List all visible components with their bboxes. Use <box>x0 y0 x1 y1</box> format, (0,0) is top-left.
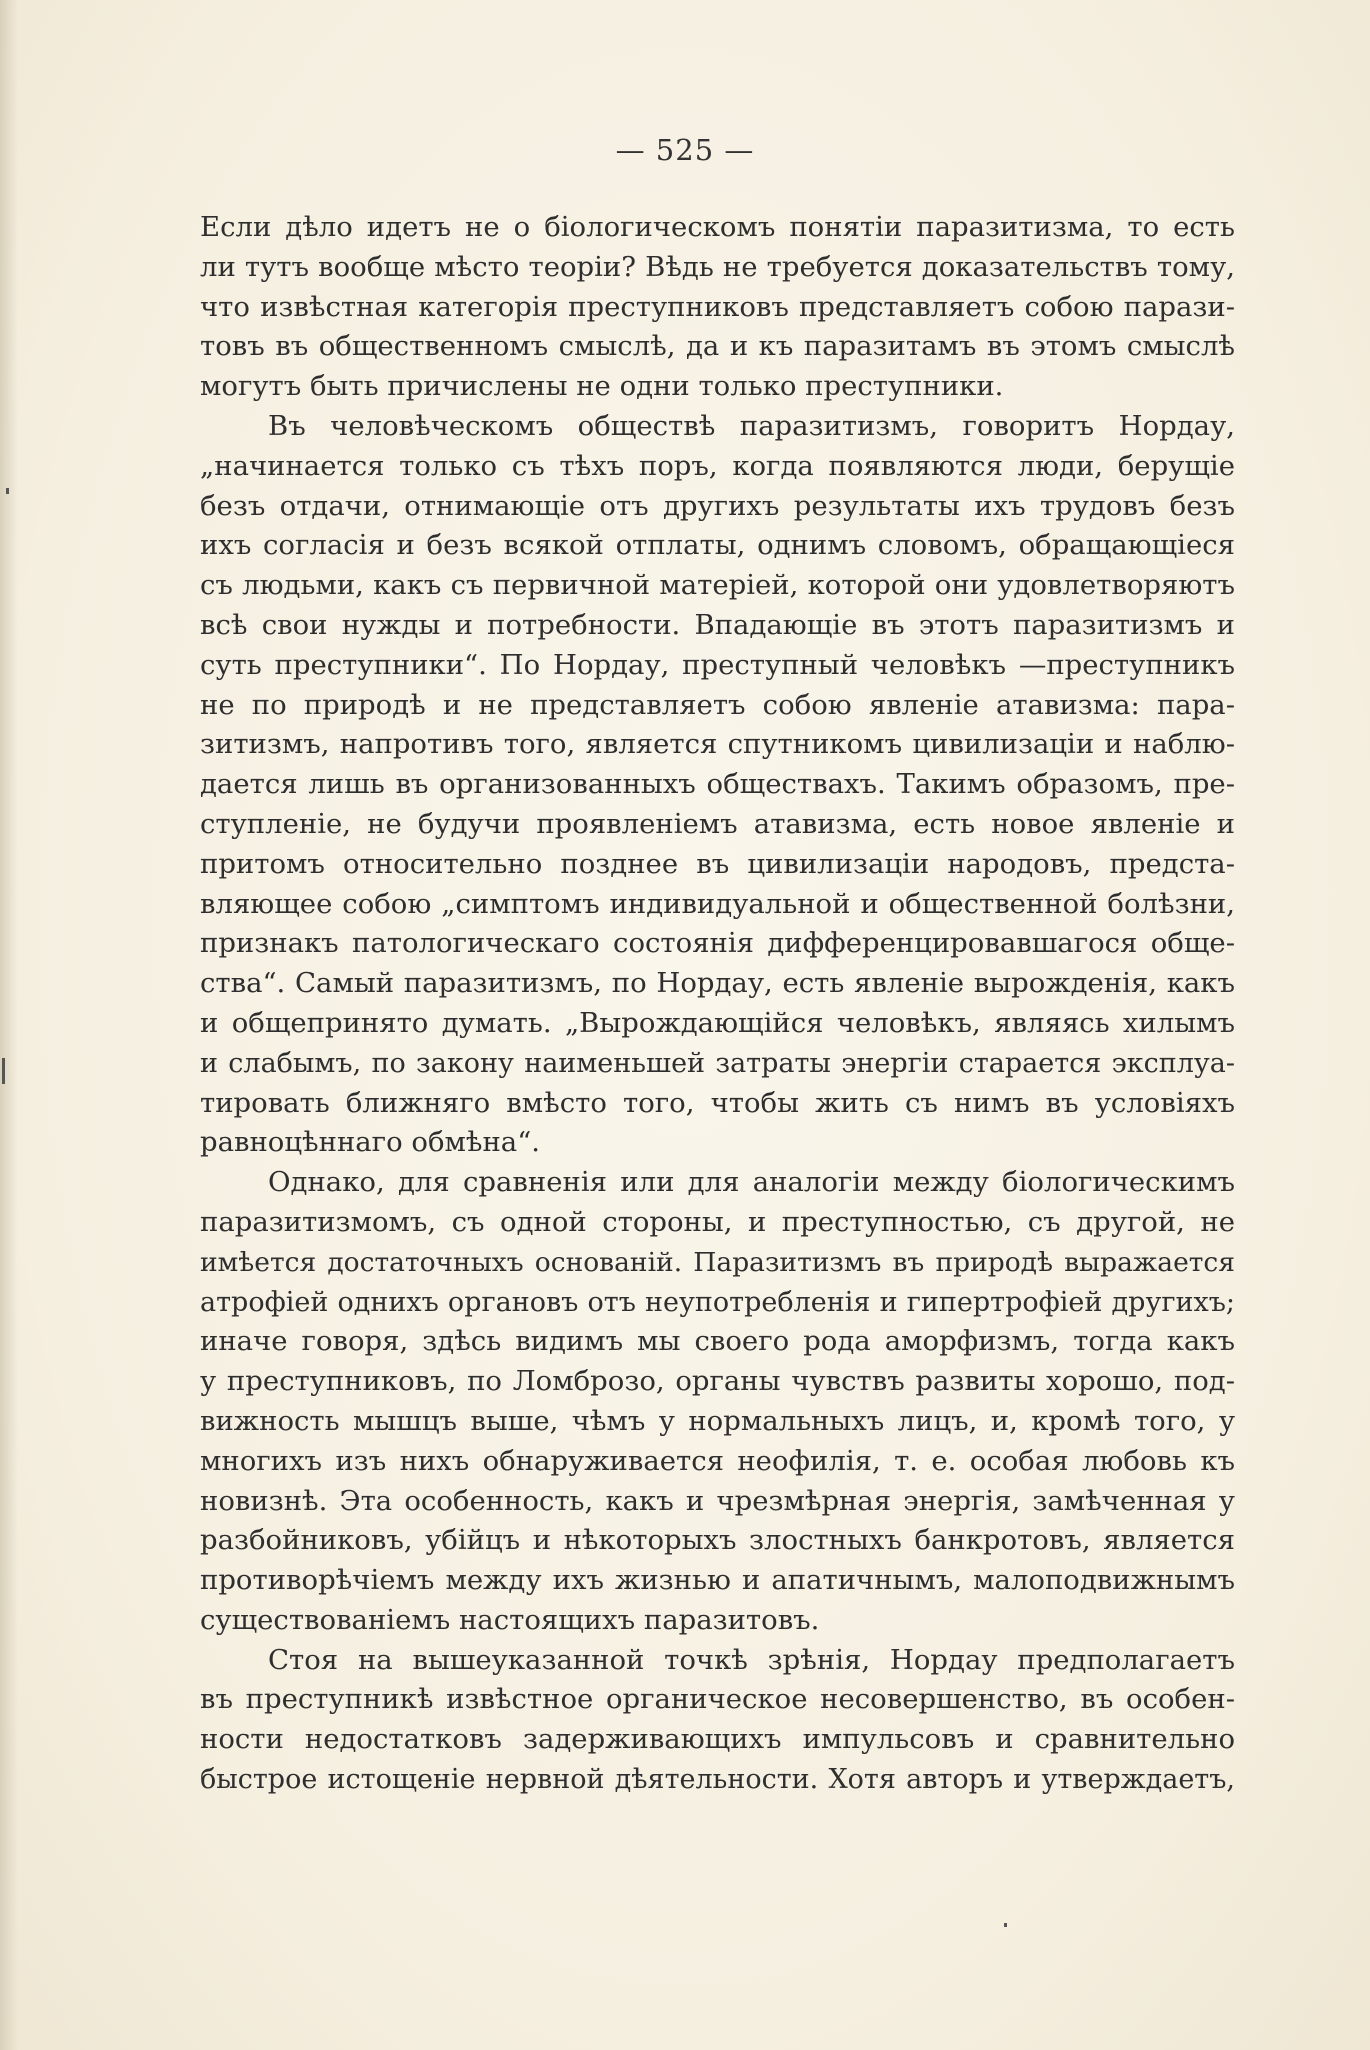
text-line: разбойниковъ, убійцъ и нѣкоторыхъ злостныхъ банкротовъ, является <box>200 1524 1235 1557</box>
text-line: всѣ свои нужды и потребности. Впадающіе въ этотъ паразитизмъ и <box>200 608 1235 641</box>
text-line: вижность мышцъ выше, чѣмъ у нормальныхъ лицъ, и, кромѣ того, у <box>200 1404 1235 1437</box>
page-number: — 525 — <box>615 133 755 167</box>
text-line: товъ въ общественномъ смыслѣ, да и къ паразитамъ въ этомъ смыслѣ <box>200 330 1235 363</box>
text-line: паразитизмомъ, съ одной стороны, и преступностью, съ другой, не <box>200 1205 1235 1238</box>
text-line: зитизмъ, напротивъ того, является спутникомъ цивилизаціи и наблю- <box>200 728 1235 761</box>
text-line: противорѣчіемъ между ихъ жизнью и апатичнымъ, малоподвижнымъ <box>200 1564 1235 1597</box>
text-line: въ преступникѣ извѣстное органическое несовершенство, въ особен- <box>200 1683 1235 1716</box>
text-line: имѣется достаточныхъ основаній. Паразитизмъ въ природѣ выражается <box>200 1246 1235 1278</box>
bottom-speck <box>1004 1923 1007 1927</box>
text-line: что извѣстная категорія преступниковъ представляетъ собою парази- <box>200 290 1235 323</box>
body-text <box>200 208 1235 1800</box>
text-line: могутъ быть причислены не одни только преступники. <box>200 370 1004 403</box>
text-line: новизнѣ. Эта особенность, какъ и чрезмѣрная энергія, замѣченная у <box>200 1484 1235 1517</box>
text-line: Если дѣло идетъ не о біологическомъ понятіи паразитизма, то есть <box>200 211 1235 243</box>
text-line: притомъ относительно позднее въ цивилизаціи народовъ, предста- <box>200 847 1235 880</box>
text-line: и слабымъ, по закону наименьшей затраты энергіи старается эксплуа- <box>200 1047 1235 1079</box>
text-line: ступленіе, не будучи проявленіемъ атавизма, есть новое явленіе и <box>200 807 1235 840</box>
text-line: безъ отдачи, отнимающіе отъ другихъ результаты ихъ трудовъ безъ <box>200 489 1235 522</box>
margin-speck <box>6 488 9 494</box>
text-line: дается лишь въ организованныхъ обществахъ. Такимъ образомъ, пре- <box>200 768 1235 801</box>
text-line: суть преступники“. По Нордау, преступный человѣкъ —преступникъ <box>200 648 1235 681</box>
text-line: ства“. Самый паразитизмъ, по Нордау, есть явленіе вырожденія, какъ <box>200 967 1235 1000</box>
text-line: Въ человѣческомъ обществѣ паразитизмъ, говоритъ Нордау, <box>268 409 1235 442</box>
text-line: ли тутъ вообще мѣсто теоріи? Вѣдь не требуется доказательствъ тому, <box>200 250 1235 283</box>
text-line: Однако, для сравненія или для аналогіи между біологическимъ <box>268 1166 1235 1199</box>
text-line: ности недостатковъ задерживающихъ импульсовъ и сравнительно <box>200 1723 1235 1756</box>
text-line: „начинается только съ тѣхъ поръ, когда появляются люди, берущіе <box>200 449 1235 482</box>
text-line: ихъ согласія и безъ всякой отплаты, однимъ словомъ, обращающіеся <box>200 529 1235 562</box>
text-line: равноцѣннаго обмѣна“. <box>200 1126 541 1159</box>
text-line: существованіемъ настоящихъ паразитовъ. <box>200 1603 820 1636</box>
text-line: съ людьми, какъ съ первичной матеріей, которой они удовлетворяютъ <box>200 569 1235 602</box>
text-line: быстрое истощеніе нервной дѣятельности. Хотя авторъ и утверждаетъ, <box>200 1764 1235 1796</box>
text-line: многихъ изъ нихъ обнаруживается неофилія, т. е. особая любовь къ <box>200 1444 1235 1477</box>
text-line: иначе говоря, здѣсь видимъ мы своего рода аморфизмъ, тогда какъ <box>200 1325 1235 1358</box>
page-edge-shadow <box>0 0 18 2050</box>
text-line: и общепринято думать. „Вырождающійся человѣкъ, являясь хилымъ <box>200 1006 1235 1039</box>
margin-speck <box>2 1058 5 1084</box>
text-line: тировать ближняго вмѣсто того, чтобы жить съ нимъ въ условіяхъ <box>200 1086 1235 1119</box>
text-line: Стоя на вышеуказанной точкѣ зрѣнія, Нордау предполагаетъ <box>268 1643 1235 1676</box>
text-line: у преступниковъ, по Ломброзо, органы чувствъ развиты хорошо, под- <box>200 1365 1235 1398</box>
text-line: признакъ патологическаго состоянія дифференцировавшагося обще- <box>200 927 1235 960</box>
text-line: не по природѣ и не представляетъ собою явленіе атавизма: пара- <box>200 688 1235 721</box>
text-line: вляющее собою „симптомъ индивидуальной и общественной болѣзни, <box>200 887 1235 920</box>
text-line: атрофіей однихъ органовъ отъ неупотребленія и гипертрофіей другихъ; <box>200 1286 1235 1318</box>
